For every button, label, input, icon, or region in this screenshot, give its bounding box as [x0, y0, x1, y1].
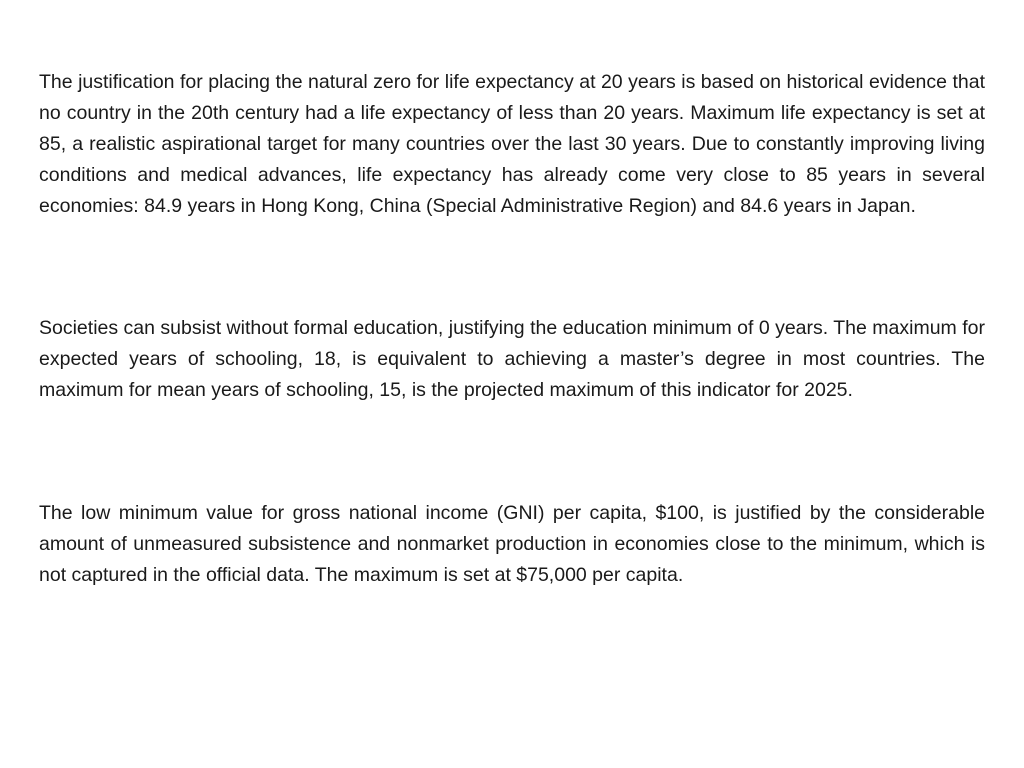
- paragraph-education: Societies can subsist without formal education, justifying the education minimum of 0 years. The maximum for expected years of schooling, 18, is equivalent to achieving a master’s degree in most countries. The maximum for mean years of schooling, 15, is the projected maximum of this indicator for 2025.: [39, 317, 985, 401]
- paragraph-gni: The low minimum value for gross national income (GNI) per capita, $100, is justified by the considerable amount of unmeasured subsistence and nonmarket production in economies close to the minimum, which is not captured in the official data. The maximum is set at $75,000 per capita.: [39, 502, 985, 586]
- paragraph-life-expectancy: The justification for placing the natural zero for life expectancy at 20 years is based on historical evidence that no country in the 20th century had a life expectancy of less than 20 years. Maximum life expectancy is set at 85, a realistic aspirational target for many countries over the last 30 years. Due to constantly improving living conditions and medical advances, life expectancy has already come very close to 85 years in several economies: 84.9 years in Hong Kong, China (Special Administrative Region) and 84.6 years in Japan.: [39, 71, 985, 217]
